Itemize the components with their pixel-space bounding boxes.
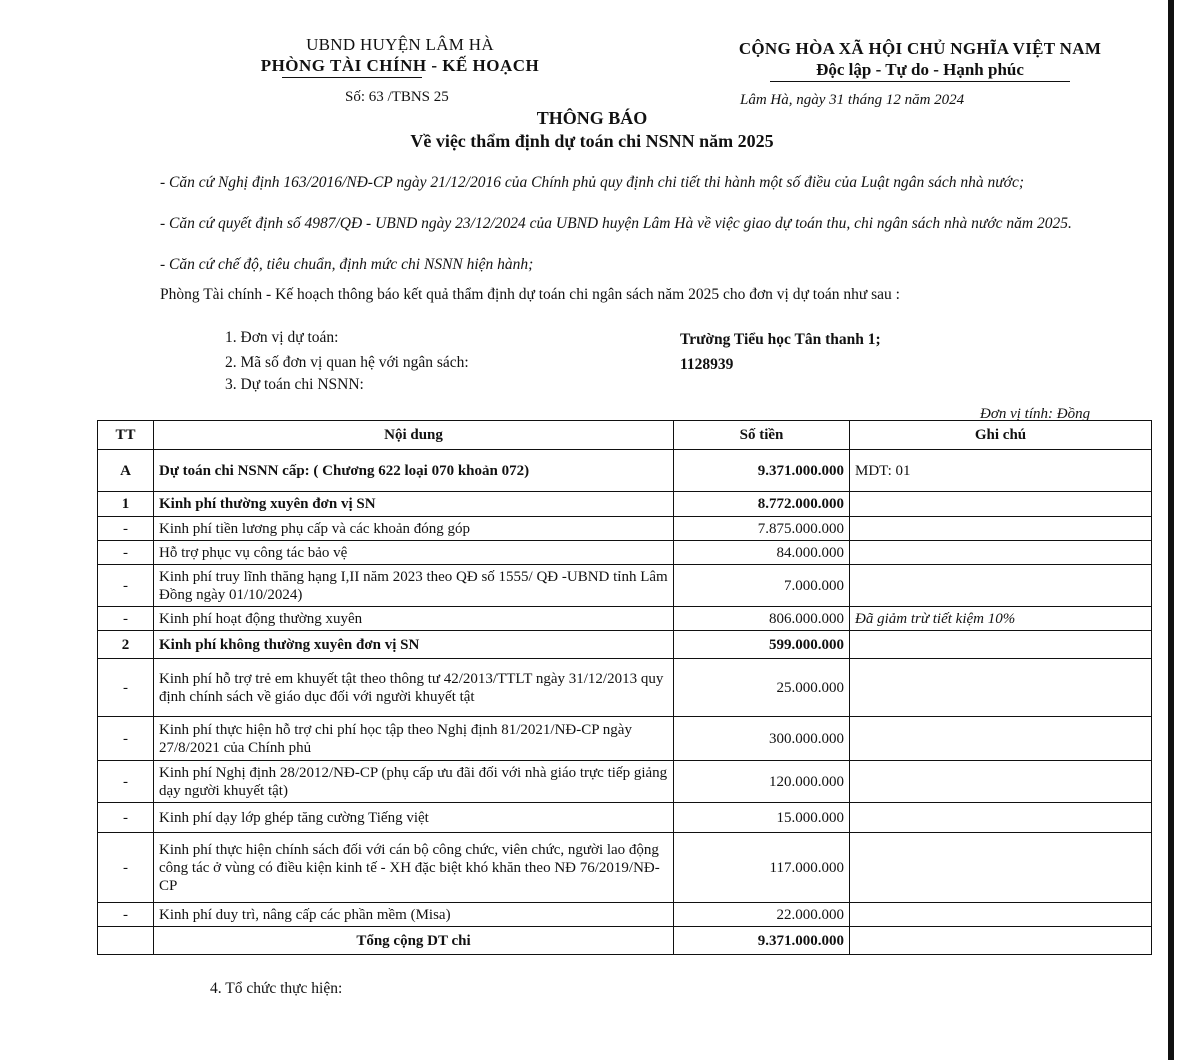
nation-line-1: CỘNG HÒA XÃ HỘI CHỦ NGHĨA VIỆT NAM <box>738 39 1102 58</box>
row-content: Kinh phí thực hiện chính sách đối với cán bộ công chức, viên chức, người lao động công tác ở vùng có điều kiện kinh tế - XH đặc biệt khó khăn theo NĐ 76/2019/NĐ-CP <box>154 833 674 903</box>
row-note <box>850 803 1152 833</box>
row-note <box>850 631 1152 659</box>
table-row <box>98 761 1152 803</box>
row-amount: 25.000.000 <box>674 659 850 717</box>
budget-table <box>97 420 1152 955</box>
item-3-label: 3. Dự toán chi NSNN: <box>225 376 364 393</box>
item-1-value: Trường Tiểu học Tân thanh 1; <box>680 331 881 348</box>
row-tt: - <box>98 565 154 607</box>
row-content: Dự toán chi NSNN cấp: ( Chương 622 loại 070 khoản 072) <box>154 450 674 492</box>
item-2-label: 2. Mã số đơn vị quan hệ với ngân sách: <box>225 354 469 371</box>
row-note: Đã giảm trừ tiết kiệm 10% <box>850 607 1152 631</box>
implementation-heading: 4. Tổ chức thực hiện: <box>210 980 343 997</box>
document-date: Lâm Hà, ngày 31 tháng 12 năm 2024 <box>740 92 965 108</box>
row-content: Kinh phí Nghị định 28/2012/NĐ-CP (phụ cấp ưu đãi đối với nhà giáo trực tiếp giảng dạy người khuyết tật) <box>154 761 674 803</box>
document-number: Số: 63 /TBNS 25 <box>345 89 449 105</box>
row-note <box>850 761 1152 803</box>
table-row <box>98 450 1152 492</box>
table-row <box>98 833 1152 903</box>
row-content: Kinh phí hoạt động thường xuyên <box>154 607 674 631</box>
motto-underline <box>770 81 1070 82</box>
row-note <box>850 833 1152 903</box>
row-note <box>850 659 1152 717</box>
row-amount: 300.000.000 <box>674 717 850 761</box>
total-note-cell <box>850 927 1152 955</box>
row-content: Kinh phí thực hiện hỗ trợ chi phí học tập theo Nghị định 81/2021/NĐ-CP ngày 27/8/2021 của Chính phủ <box>154 717 674 761</box>
row-note <box>850 903 1152 927</box>
row-tt: - <box>98 659 154 717</box>
row-amount: 117.000.000 <box>674 833 850 903</box>
document-subject: Về việc thẩm định dự toán chi NSNN năm 2025 <box>410 131 774 151</box>
row-tt: 2 <box>98 631 154 659</box>
agency-line-2: PHÒNG TÀI CHÍNH - KẾ HOẠCH <box>260 56 540 75</box>
page-edge <box>1168 0 1174 1060</box>
table-row <box>98 903 1152 927</box>
table-row <box>98 517 1152 541</box>
row-amount: 84.000.000 <box>674 541 850 565</box>
total-tt-cell <box>98 927 154 955</box>
row-note <box>850 517 1152 541</box>
row-amount: 15.000.000 <box>674 803 850 833</box>
row-tt: A <box>98 450 154 492</box>
row-amount: 7.000.000 <box>674 565 850 607</box>
item-1-label: 1. Đơn vị dự toán: <box>225 329 339 346</box>
national-motto <box>670 38 1170 80</box>
row-tt: - <box>98 607 154 631</box>
total-label: Tổng cộng DT chi <box>154 927 674 955</box>
total-row <box>98 927 1152 955</box>
total-amount: 9.371.000.000 <box>674 927 850 955</box>
row-content: Kinh phí dạy lớp ghép tăng cường Tiếng việt <box>154 803 674 833</box>
unit-note: Đơn vị tính: Đồng <box>980 406 1091 422</box>
document-title: THÔNG BÁO <box>536 108 648 128</box>
row-amount: 8.772.000.000 <box>674 492 850 517</box>
row-tt: - <box>98 903 154 927</box>
table-row <box>98 565 1152 607</box>
basis-3: - Căn cứ chế độ, tiêu chuẩn, định mức chi NSNN hiện hành; <box>160 256 534 273</box>
table-header-row <box>98 421 1152 450</box>
header-amount: Số tiền <box>674 421 850 450</box>
row-content: Kinh phí hỗ trợ trẻ em khuyết tật theo thông tư 42/2013/TTLT ngày 31/12/2013 quy định chính sách về giáo dục đối với người khuyết tật <box>154 659 674 717</box>
header-content: Nội dung <box>154 421 674 450</box>
row-tt: - <box>98 541 154 565</box>
table-row <box>98 607 1152 631</box>
table-row <box>98 541 1152 565</box>
item-2-value: 1128939 <box>680 356 734 373</box>
row-amount: 22.000.000 <box>674 903 850 927</box>
row-content: Kinh phí truy lĩnh thăng hạng I,II năm 2023 theo QĐ số 1555/ QĐ -UBND tỉnh Lâm Đồng ngày 01/10/2024) <box>154 565 674 607</box>
row-tt: - <box>98 717 154 761</box>
table-row <box>98 803 1152 833</box>
table-row <box>98 492 1152 517</box>
table-row <box>98 631 1152 659</box>
row-note <box>850 492 1152 517</box>
row-tt: 1 <box>98 492 154 517</box>
nation-line-2: Độc lập - Tự do - Hạnh phúc <box>816 60 1024 79</box>
issuing-agency <box>150 34 650 76</box>
row-note: MDT: 01 <box>850 450 1152 492</box>
row-amount: 9.371.000.000 <box>674 450 850 492</box>
row-tt: - <box>98 803 154 833</box>
agency-underline <box>282 77 422 78</box>
header-note: Ghi chú <box>850 421 1152 450</box>
row-tt: - <box>98 761 154 803</box>
table-row <box>98 659 1152 717</box>
agency-line-1: UBND HUYỆN LÂM HÀ <box>306 35 494 54</box>
row-content: Kinh phí duy trì, nâng cấp các phần mềm (Misa) <box>154 903 674 927</box>
basis-1: - Căn cứ Nghị định 163/2016/NĐ-CP ngày 21/12/2016 của Chính phủ quy định chi tiết thi hành một số điều của Luật ngân sách nhà nước; <box>160 174 1024 191</box>
header-tt: TT <box>98 421 154 450</box>
row-amount: 120.000.000 <box>674 761 850 803</box>
intro-paragraph: Phòng Tài chính - Kế hoạch thông báo kết quả thẩm định dự toán chi ngân sách năm 2025 cho đơn vị dự toán như sau : <box>160 286 900 303</box>
row-note <box>850 717 1152 761</box>
row-note <box>850 541 1152 565</box>
row-content: Kinh phí tiền lương phụ cấp và các khoản đóng góp <box>154 517 674 541</box>
basis-2: - Căn cứ quyết định số 4987/QĐ - UBND ngày 23/12/2024 của UBND huyện Lâm Hà về việc giao dự toán thu, chi ngân sách nhà nước năm 2025. <box>160 215 1072 232</box>
row-tt: - <box>98 833 154 903</box>
table-row <box>98 717 1152 761</box>
row-amount: 806.000.000 <box>674 607 850 631</box>
row-note <box>850 565 1152 607</box>
row-tt: - <box>98 517 154 541</box>
row-content: Kinh phí thường xuyên đơn vị SN <box>154 492 674 517</box>
row-amount: 599.000.000 <box>674 631 850 659</box>
row-content: Kinh phí không thường xuyên đơn vị SN <box>154 631 674 659</box>
row-amount: 7.875.000.000 <box>674 517 850 541</box>
row-content: Hỗ trợ phục vụ công tác bảo vệ <box>154 541 674 565</box>
